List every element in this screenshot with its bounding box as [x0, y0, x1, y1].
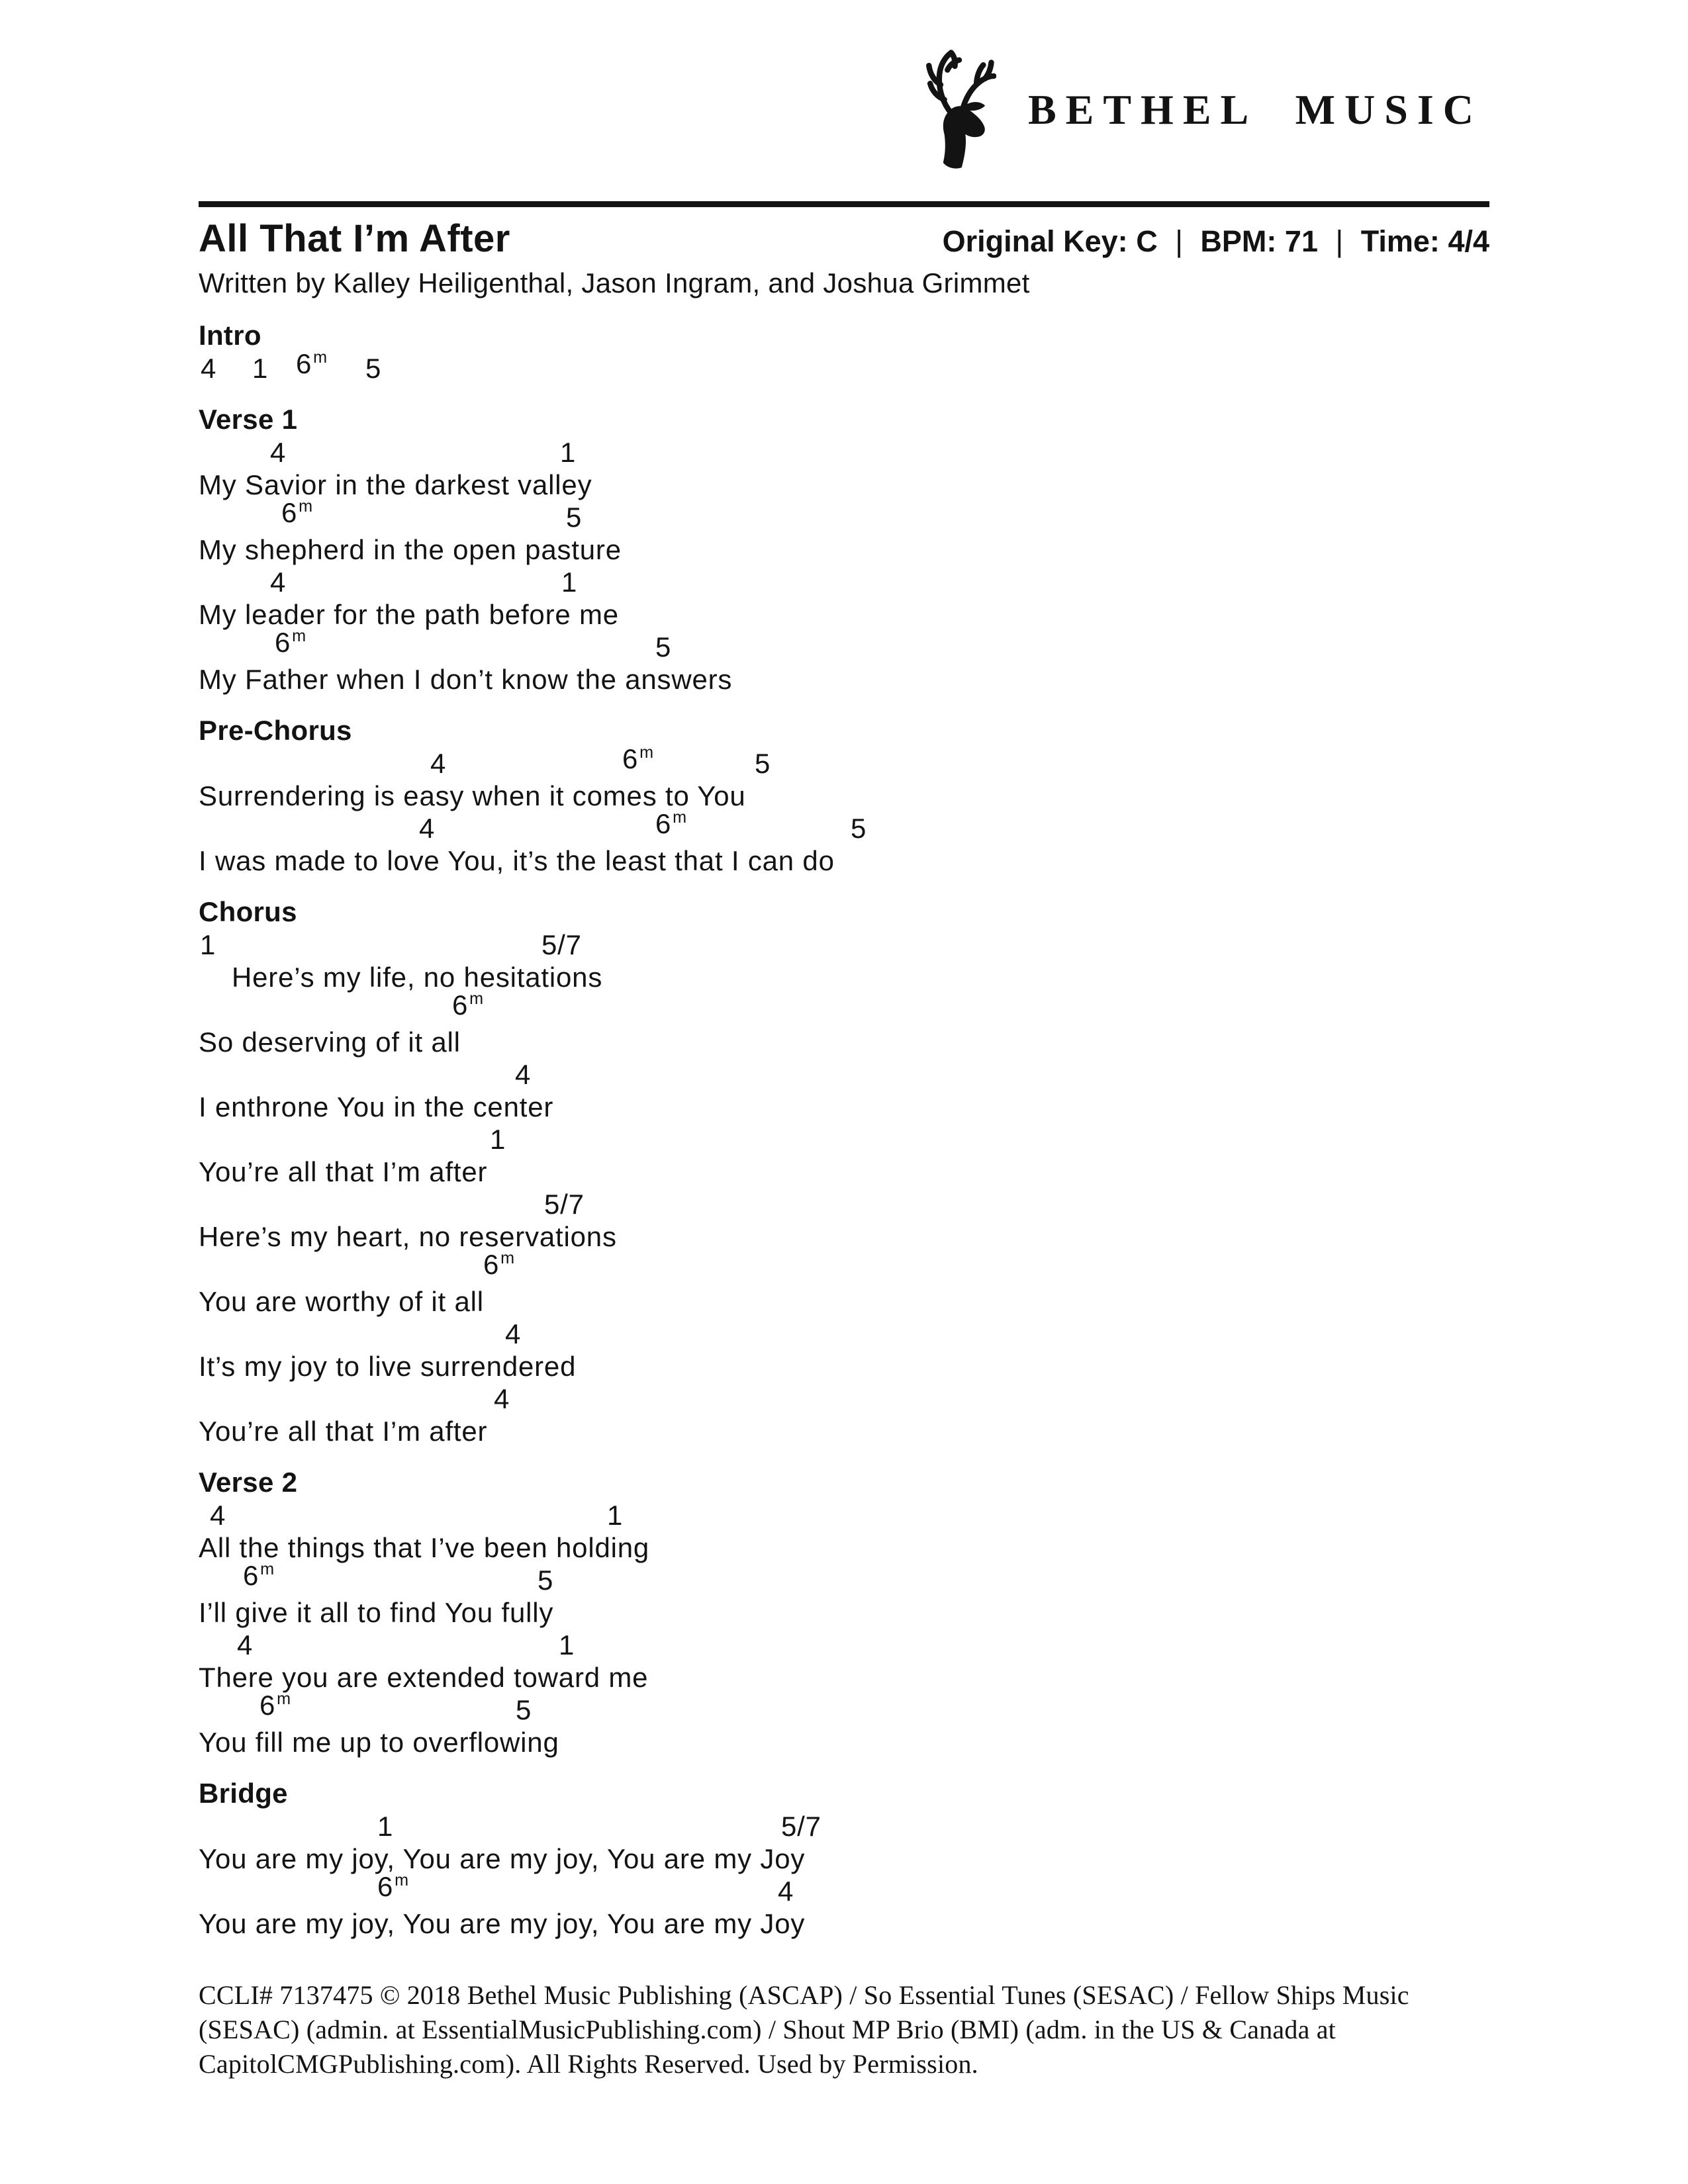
- chord: 6$^m$: [275, 627, 306, 658]
- chord-line: [199, 1810, 1489, 1843]
- lyric-line: Here’s my life, no hesitations: [232, 962, 603, 993]
- chord: 6$^m$: [296, 348, 328, 379]
- chord-quality-superscript: m: [469, 989, 484, 1009]
- chord: 1: [607, 1500, 624, 1531]
- original-key-value: C: [1136, 224, 1158, 258]
- lyric-line: You fill me up to overflowing: [199, 1727, 559, 1758]
- chord: 6$^m$: [452, 989, 484, 1021]
- lyric-line: It’s my joy to live surrendered: [199, 1351, 577, 1382]
- chord-line: [199, 1499, 1489, 1531]
- bethel-music-logo: [199, 44, 1489, 176]
- chord: 4: [210, 1500, 226, 1531]
- byline: Written by Kalley Heiligenthal, Jason Ingram, and Joshua Grimmet: [199, 267, 1030, 298]
- footer-line: CCLI# 7137475 © 2018 Bethel Music Publishing (ASCAP) / So Essential Tunes (SESAC) / Fellow Ships Music: [199, 1980, 1409, 2010]
- chord: 1: [559, 1629, 575, 1661]
- lyric-line: Here’s my heart, no reservations: [199, 1221, 617, 1252]
- chord: 1: [252, 353, 269, 384]
- lyric-line: My Savior in the darkest valley: [199, 469, 592, 500]
- song-title: All That I’m After: [199, 217, 510, 260]
- chord: 4: [430, 748, 447, 779]
- song-section: [199, 714, 1489, 877]
- song-section: [199, 403, 1489, 696]
- chord: 6$^m$: [655, 808, 687, 839]
- chord: 4: [419, 813, 436, 844]
- chord-line: [199, 627, 1489, 663]
- lyric-line: You’re all that I’m after: [199, 1156, 488, 1187]
- chord: 4: [270, 437, 287, 468]
- chord-quality-superscript: m: [277, 1690, 291, 1709]
- chord-line: [199, 497, 1489, 533]
- copyright-footer: [199, 1978, 1489, 2081]
- chord-line: [199, 566, 1489, 598]
- chord: 4: [494, 1383, 510, 1414]
- section-heading: Intro: [199, 320, 261, 351]
- chord-line: [199, 1058, 1489, 1091]
- bpm-value: 71: [1284, 224, 1318, 258]
- chord: 4: [505, 1318, 522, 1349]
- title-row: [199, 216, 1489, 261]
- chord: 5: [566, 502, 583, 533]
- header-divider: [199, 201, 1489, 207]
- song-body: [199, 319, 1489, 1940]
- chord: 4: [201, 353, 217, 384]
- chord-quality-superscript: m: [500, 1249, 515, 1268]
- meta-separator: |: [1335, 224, 1344, 258]
- section-heading: Verse 1: [199, 404, 298, 435]
- chord-line: [199, 1629, 1489, 1661]
- logo-wordmark: BETHEL MUSIC: [1027, 86, 1483, 133]
- chord-quality-superscript: m: [313, 348, 328, 367]
- chord: 6$^m$: [622, 743, 654, 774]
- chord-line: [199, 1249, 1489, 1285]
- lyric-line: I’ll give it all to find You fully: [199, 1597, 554, 1628]
- chord-quality-superscript: m: [260, 1560, 275, 1579]
- chord: 6$^m$: [281, 497, 313, 528]
- footer-line: (SESAC) (admin. at EssentialMusicPublishing.com) / Shout MP Brio (BMI) (adm. in the US & Canada at: [199, 2015, 1336, 2044]
- chord-line: [199, 1871, 1489, 1907]
- chord: 6$^m$: [259, 1690, 291, 1721]
- lyric-line: You are my joy, You are my joy, You are my Joy: [199, 1908, 806, 1939]
- footer-line: CapitolCMGPublishing.com). All Rights Reserved. Used by Permission.: [199, 2049, 978, 2079]
- section-heading: Pre-Chorus: [199, 715, 352, 746]
- chord: 1: [560, 437, 577, 468]
- lyric-line: You are worthy of it all: [199, 1286, 484, 1317]
- chord-line: [199, 808, 1489, 844]
- section-heading: Bridge: [199, 1778, 288, 1809]
- chord: 5: [755, 748, 771, 779]
- bpm-label: BPM:: [1200, 224, 1277, 258]
- chord-line: [199, 1318, 1489, 1350]
- lyric-line: I enthrone You in the center: [199, 1091, 554, 1122]
- song-section: [199, 1777, 1489, 1940]
- chord: 6$^m$: [243, 1560, 275, 1591]
- original-key-label: Original Key:: [942, 224, 1128, 258]
- lyric-line: You are my joy, You are my joy, You are my Joy: [199, 1843, 806, 1874]
- chord-line: [199, 989, 1489, 1026]
- chord-quality-superscript: m: [673, 808, 687, 827]
- chord: 4: [270, 567, 287, 598]
- section-heading: Verse 2: [199, 1467, 298, 1498]
- chord-line: [199, 1188, 1489, 1220]
- chord-line: [199, 436, 1489, 469]
- lyric-line: My leader for the path before me: [199, 599, 619, 630]
- lyric-line: Surrendering is easy when it comes to You: [199, 780, 746, 811]
- chord: 5/7: [541, 929, 582, 960]
- chord: 4: [515, 1059, 532, 1090]
- chord-quality-superscript: m: [639, 743, 654, 762]
- time-label: Time:: [1360, 224, 1440, 258]
- chord-line: [199, 1560, 1489, 1596]
- chord: 6$^m$: [483, 1249, 515, 1280]
- deer-head-icon: [922, 46, 996, 173]
- lyric-line: My Father when I don’t know the answers: [199, 664, 733, 695]
- chord-line: [199, 1383, 1489, 1415]
- lyric-line: All the things that I’ve been holding: [199, 1532, 650, 1563]
- meta-separator: |: [1175, 224, 1183, 258]
- chord-line: [199, 1690, 1489, 1726]
- song-section: [199, 895, 1489, 1447]
- chord: 6$^m$: [377, 1871, 409, 1902]
- song-section: [199, 1466, 1489, 1758]
- lyric-line: My shepherd in the open pasture: [199, 534, 622, 565]
- chord: 1: [561, 567, 578, 598]
- chord: 1: [377, 1811, 394, 1842]
- chord-line: [199, 743, 1489, 780]
- chord-line: [199, 929, 1489, 961]
- lyric-line: There you are extended toward me: [199, 1662, 649, 1693]
- song-meta: [943, 224, 1489, 259]
- time-value: 4/4: [1448, 224, 1489, 258]
- chord: 5: [516, 1694, 532, 1725]
- chord: 1: [490, 1124, 506, 1155]
- chord-quality-superscript: m: [299, 497, 313, 516]
- chord-quality-superscript: m: [292, 627, 306, 646]
- lyric-line: I was made to love You, it’s the least that I can do: [199, 845, 835, 876]
- chord: 5: [365, 353, 382, 384]
- chord: 4: [778, 1876, 794, 1907]
- lyric-line: So deserving of it all: [199, 1026, 461, 1058]
- chord-line: [199, 1123, 1489, 1156]
- chord: 5/7: [544, 1189, 585, 1220]
- chord: 5: [538, 1565, 554, 1596]
- chord: 5: [851, 813, 867, 844]
- section-heading: Chorus: [199, 896, 297, 927]
- chord: 5/7: [781, 1811, 821, 1842]
- chord: 1: [200, 929, 216, 960]
- chord: 5: [655, 631, 672, 662]
- lyric-line: You’re all that I’m after: [199, 1416, 488, 1447]
- chord-quality-superscript: m: [395, 1871, 409, 1890]
- chord: 4: [237, 1629, 254, 1661]
- song-section: [199, 319, 1489, 385]
- chord-line: [199, 348, 1489, 385]
